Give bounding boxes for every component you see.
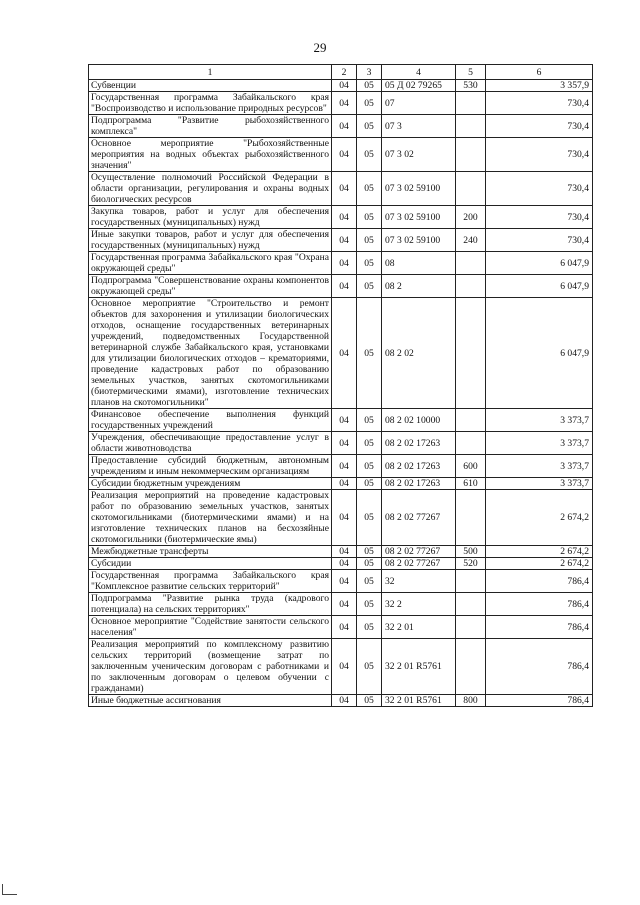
target-code-cell: 08 2 02 10000 <box>382 409 456 432</box>
section-cell: 04 <box>332 275 357 298</box>
expense-type-cell <box>456 298 486 409</box>
section-cell: 04 <box>332 478 357 490</box>
amount-cell: 3 373,7 <box>486 478 593 490</box>
row-name-cell: Государственная программа Забайкальского края "Воспроизводство и использование природных ресурсов" <box>89 92 332 115</box>
amount-cell: 3 357,9 <box>486 80 593 92</box>
expense-type-cell <box>456 593 486 616</box>
row-name-cell: Основное мероприятие "Рыбохозяйственные мероприятия на водных объектах рыбохозяйственного значения" <box>89 138 332 172</box>
table-row <box>89 593 593 616</box>
row-name-cell: Иные бюджетные ассигнования <box>89 695 332 707</box>
target-code-cell: 08 2 02 17263 <box>382 478 456 490</box>
column-header: 5 <box>456 65 486 80</box>
expense-type-cell: 800 <box>456 695 486 707</box>
amount-cell: 3 373,7 <box>486 432 593 455</box>
expense-type-cell: 600 <box>456 455 486 478</box>
subsection-cell: 05 <box>357 409 382 432</box>
table-row <box>89 298 593 409</box>
target-code-cell: 08 2 02 77267 <box>382 558 456 570</box>
table-row <box>89 275 593 298</box>
expense-type-cell <box>456 490 486 546</box>
target-code-cell: 05 Д 02 79265 <box>382 80 456 92</box>
row-name-cell: Закупка товаров, работ и услуг для обеспечения государственных (муниципальных) нужд <box>89 206 332 229</box>
table-row <box>89 558 593 570</box>
table-row <box>89 172 593 206</box>
amount-cell: 730,4 <box>486 206 593 229</box>
row-name-cell: Финансовое обеспечение выполнения функций государственных учреждений <box>89 409 332 432</box>
column-header: 6 <box>486 65 593 80</box>
target-code-cell: 32 2 <box>382 593 456 616</box>
row-name-cell: Реализация мероприятий по комплексному развитию сельских территорий (возмещение затрат по заключенным ученическим договорам с работниками и по заключенным договорам о целевом обучении с гражданами) <box>89 639 332 695</box>
target-code-cell: 08 2 02 17263 <box>382 455 456 478</box>
expense-type-cell: 200 <box>456 206 486 229</box>
expense-type-cell <box>456 639 486 695</box>
table-row <box>89 478 593 490</box>
subsection-cell: 05 <box>357 298 382 409</box>
subsection-cell: 05 <box>357 229 382 252</box>
table-row <box>89 432 593 455</box>
subsection-cell: 05 <box>357 275 382 298</box>
table-row <box>89 639 593 695</box>
amount-cell: 786,4 <box>486 616 593 639</box>
amount-cell: 786,4 <box>486 570 593 593</box>
section-cell: 04 <box>332 115 357 138</box>
row-name-cell: Реализация мероприятий на проведение кадастровых работ по образованию земельных участков, занятых скотомогильниками (биотермическими ямами) и на изготовление технических планов на бесхозяйные скотомогильники (биотермические ямы) <box>89 490 332 546</box>
target-code-cell: 08 2 02 <box>382 298 456 409</box>
amount-cell: 730,4 <box>486 138 593 172</box>
subsection-cell: 05 <box>357 432 382 455</box>
table-row <box>89 695 593 707</box>
row-name-cell: Подпрограмма "Развитие рыбохозяйственного комплекса" <box>89 115 332 138</box>
subsection-cell: 05 <box>357 695 382 707</box>
amount-cell: 2 674,2 <box>486 490 593 546</box>
amount-cell: 6 047,9 <box>486 252 593 275</box>
expense-type-cell <box>456 616 486 639</box>
row-name-cell: Осуществление полномочий Российской Федерации в области организации, регулирования и охраны водных биологических ресурсов <box>89 172 332 206</box>
row-name-cell: Основное мероприятие "Строительство и ремонт объектов для захоронения и утилизации биологических отходов, оснащение государственных ветеринарных учреждений, подведомственных Государственной ветеринарной службе Забайкальского края, установками для утилизации биологических отходов – крематориями, проведение кадастровых работ по образованию земельных участков, занятых скотомогильниками (биотермическими ямами), изготовление технических планов на скотомогильники" <box>89 298 332 409</box>
expense-type-cell <box>456 115 486 138</box>
table-row <box>89 616 593 639</box>
target-code-cell: 08 2 02 17263 <box>382 432 456 455</box>
target-code-cell: 07 3 02 <box>382 138 456 172</box>
expense-type-cell <box>456 92 486 115</box>
expense-type-cell: 610 <box>456 478 486 490</box>
expense-type-cell <box>456 570 486 593</box>
section-cell: 04 <box>332 298 357 409</box>
section-cell: 04 <box>332 229 357 252</box>
corner-mark <box>2 884 17 895</box>
table-row <box>89 409 593 432</box>
subsection-cell: 05 <box>357 593 382 616</box>
subsection-cell: 05 <box>357 80 382 92</box>
subsection-cell: 05 <box>357 252 382 275</box>
section-cell: 04 <box>332 432 357 455</box>
section-cell: 04 <box>332 172 357 206</box>
table-row <box>89 206 593 229</box>
table-row <box>89 80 593 92</box>
row-name-cell: Иные закупки товаров, работ и услуг для обеспечения государственных (муниципальных) нужд <box>89 229 332 252</box>
expense-type-cell <box>456 432 486 455</box>
section-cell: 04 <box>332 80 357 92</box>
subsection-cell: 05 <box>357 639 382 695</box>
amount-cell: 786,4 <box>486 695 593 707</box>
subsection-cell: 05 <box>357 138 382 172</box>
row-name-cell: Субсидии <box>89 558 332 570</box>
section-cell: 04 <box>332 206 357 229</box>
row-name-cell: Государственная программа Забайкальского края "Комплексное развитие сельских территорий" <box>89 570 332 593</box>
subsection-cell: 05 <box>357 570 382 593</box>
amount-cell: 730,4 <box>486 229 593 252</box>
expense-type-cell <box>456 252 486 275</box>
section-cell: 04 <box>332 92 357 115</box>
row-name-cell: Подпрограмма "Развитие рынка труда (кадрового потенциала) на сельских территориях" <box>89 593 332 616</box>
amount-cell: 786,4 <box>486 639 593 695</box>
table-header-row <box>89 65 593 80</box>
expense-type-cell: 530 <box>456 80 486 92</box>
budget-table <box>88 64 593 707</box>
row-name-cell: Подпрограмма "Совершенствование охраны компонентов окружающей среды" <box>89 275 332 298</box>
table-row <box>89 490 593 546</box>
target-code-cell: 08 <box>382 252 456 275</box>
subsection-cell: 05 <box>357 455 382 478</box>
row-name-cell: Государственная программа Забайкальского края "Охрана окружающей среды" <box>89 252 332 275</box>
subsection-cell: 05 <box>357 546 382 558</box>
table-row <box>89 92 593 115</box>
amount-cell: 6 047,9 <box>486 275 593 298</box>
row-name-cell: Субвенции <box>89 80 332 92</box>
target-code-cell: 07 3 02 59100 <box>382 172 456 206</box>
table-row <box>89 138 593 172</box>
target-code-cell: 32 <box>382 570 456 593</box>
section-cell: 04 <box>332 695 357 707</box>
target-code-cell: 32 2 01 <box>382 616 456 639</box>
amount-cell: 3 373,7 <box>486 455 593 478</box>
row-name-cell: Межбюджетные трансферты <box>89 546 332 558</box>
target-code-cell: 08 2 02 77267 <box>382 490 456 546</box>
amount-cell: 730,4 <box>486 172 593 206</box>
subsection-cell: 05 <box>357 115 382 138</box>
column-header: 3 <box>357 65 382 80</box>
section-cell: 04 <box>332 558 357 570</box>
target-code-cell: 32 2 01 R5761 <box>382 695 456 707</box>
section-cell: 04 <box>332 639 357 695</box>
table-row <box>89 229 593 252</box>
table-row <box>89 455 593 478</box>
row-name-cell: Субсидии бюджетным учреждениям <box>89 478 332 490</box>
target-code-cell: 08 2 <box>382 275 456 298</box>
table-row <box>89 546 593 558</box>
section-cell: 04 <box>332 138 357 172</box>
amount-cell: 730,4 <box>486 115 593 138</box>
expense-type-cell: 240 <box>456 229 486 252</box>
subsection-cell: 05 <box>357 92 382 115</box>
target-code-cell: 07 <box>382 92 456 115</box>
amount-cell: 730,4 <box>486 92 593 115</box>
target-code-cell: 07 3 <box>382 115 456 138</box>
section-cell: 04 <box>332 616 357 639</box>
page-number: 29 <box>313 40 327 55</box>
amount-cell: 3 373,7 <box>486 409 593 432</box>
amount-cell: 6 047,9 <box>486 298 593 409</box>
amount-cell: 786,4 <box>486 593 593 616</box>
table-row <box>89 570 593 593</box>
table-row <box>89 252 593 275</box>
target-code-cell: 32 2 01 R5761 <box>382 639 456 695</box>
subsection-cell: 05 <box>357 478 382 490</box>
section-cell: 04 <box>332 570 357 593</box>
expense-type-cell <box>456 409 486 432</box>
target-code-cell: 08 2 02 77267 <box>382 546 456 558</box>
subsection-cell: 05 <box>357 172 382 206</box>
subsection-cell: 05 <box>357 490 382 546</box>
column-header: 1 <box>89 65 332 80</box>
target-code-cell: 07 3 02 59100 <box>382 206 456 229</box>
column-header: 2 <box>332 65 357 80</box>
subsection-cell: 05 <box>357 616 382 639</box>
subsection-cell: 05 <box>357 206 382 229</box>
section-cell: 04 <box>332 546 357 558</box>
subsection-cell: 05 <box>357 558 382 570</box>
section-cell: 04 <box>332 252 357 275</box>
expense-type-cell <box>456 172 486 206</box>
section-cell: 04 <box>332 409 357 432</box>
section-cell: 04 <box>332 593 357 616</box>
expense-type-cell: 520 <box>456 558 486 570</box>
row-name-cell: Основное мероприятие "Содействие занятости сельского населения" <box>89 616 332 639</box>
expense-type-cell: 500 <box>456 546 486 558</box>
expense-type-cell <box>456 138 486 172</box>
section-cell: 04 <box>332 490 357 546</box>
amount-cell: 2 674,2 <box>486 558 593 570</box>
table-row <box>89 115 593 138</box>
amount-cell: 2 674,2 <box>486 546 593 558</box>
row-name-cell: Предоставление субсидий бюджетным, автономным учреждениям и иным некоммерческим организациям <box>89 455 332 478</box>
row-name-cell: Учреждения, обеспечивающие предоставление услуг в области животноводства <box>89 432 332 455</box>
column-header: 4 <box>382 65 456 80</box>
expense-type-cell <box>456 275 486 298</box>
section-cell: 04 <box>332 455 357 478</box>
target-code-cell: 07 3 02 59100 <box>382 229 456 252</box>
